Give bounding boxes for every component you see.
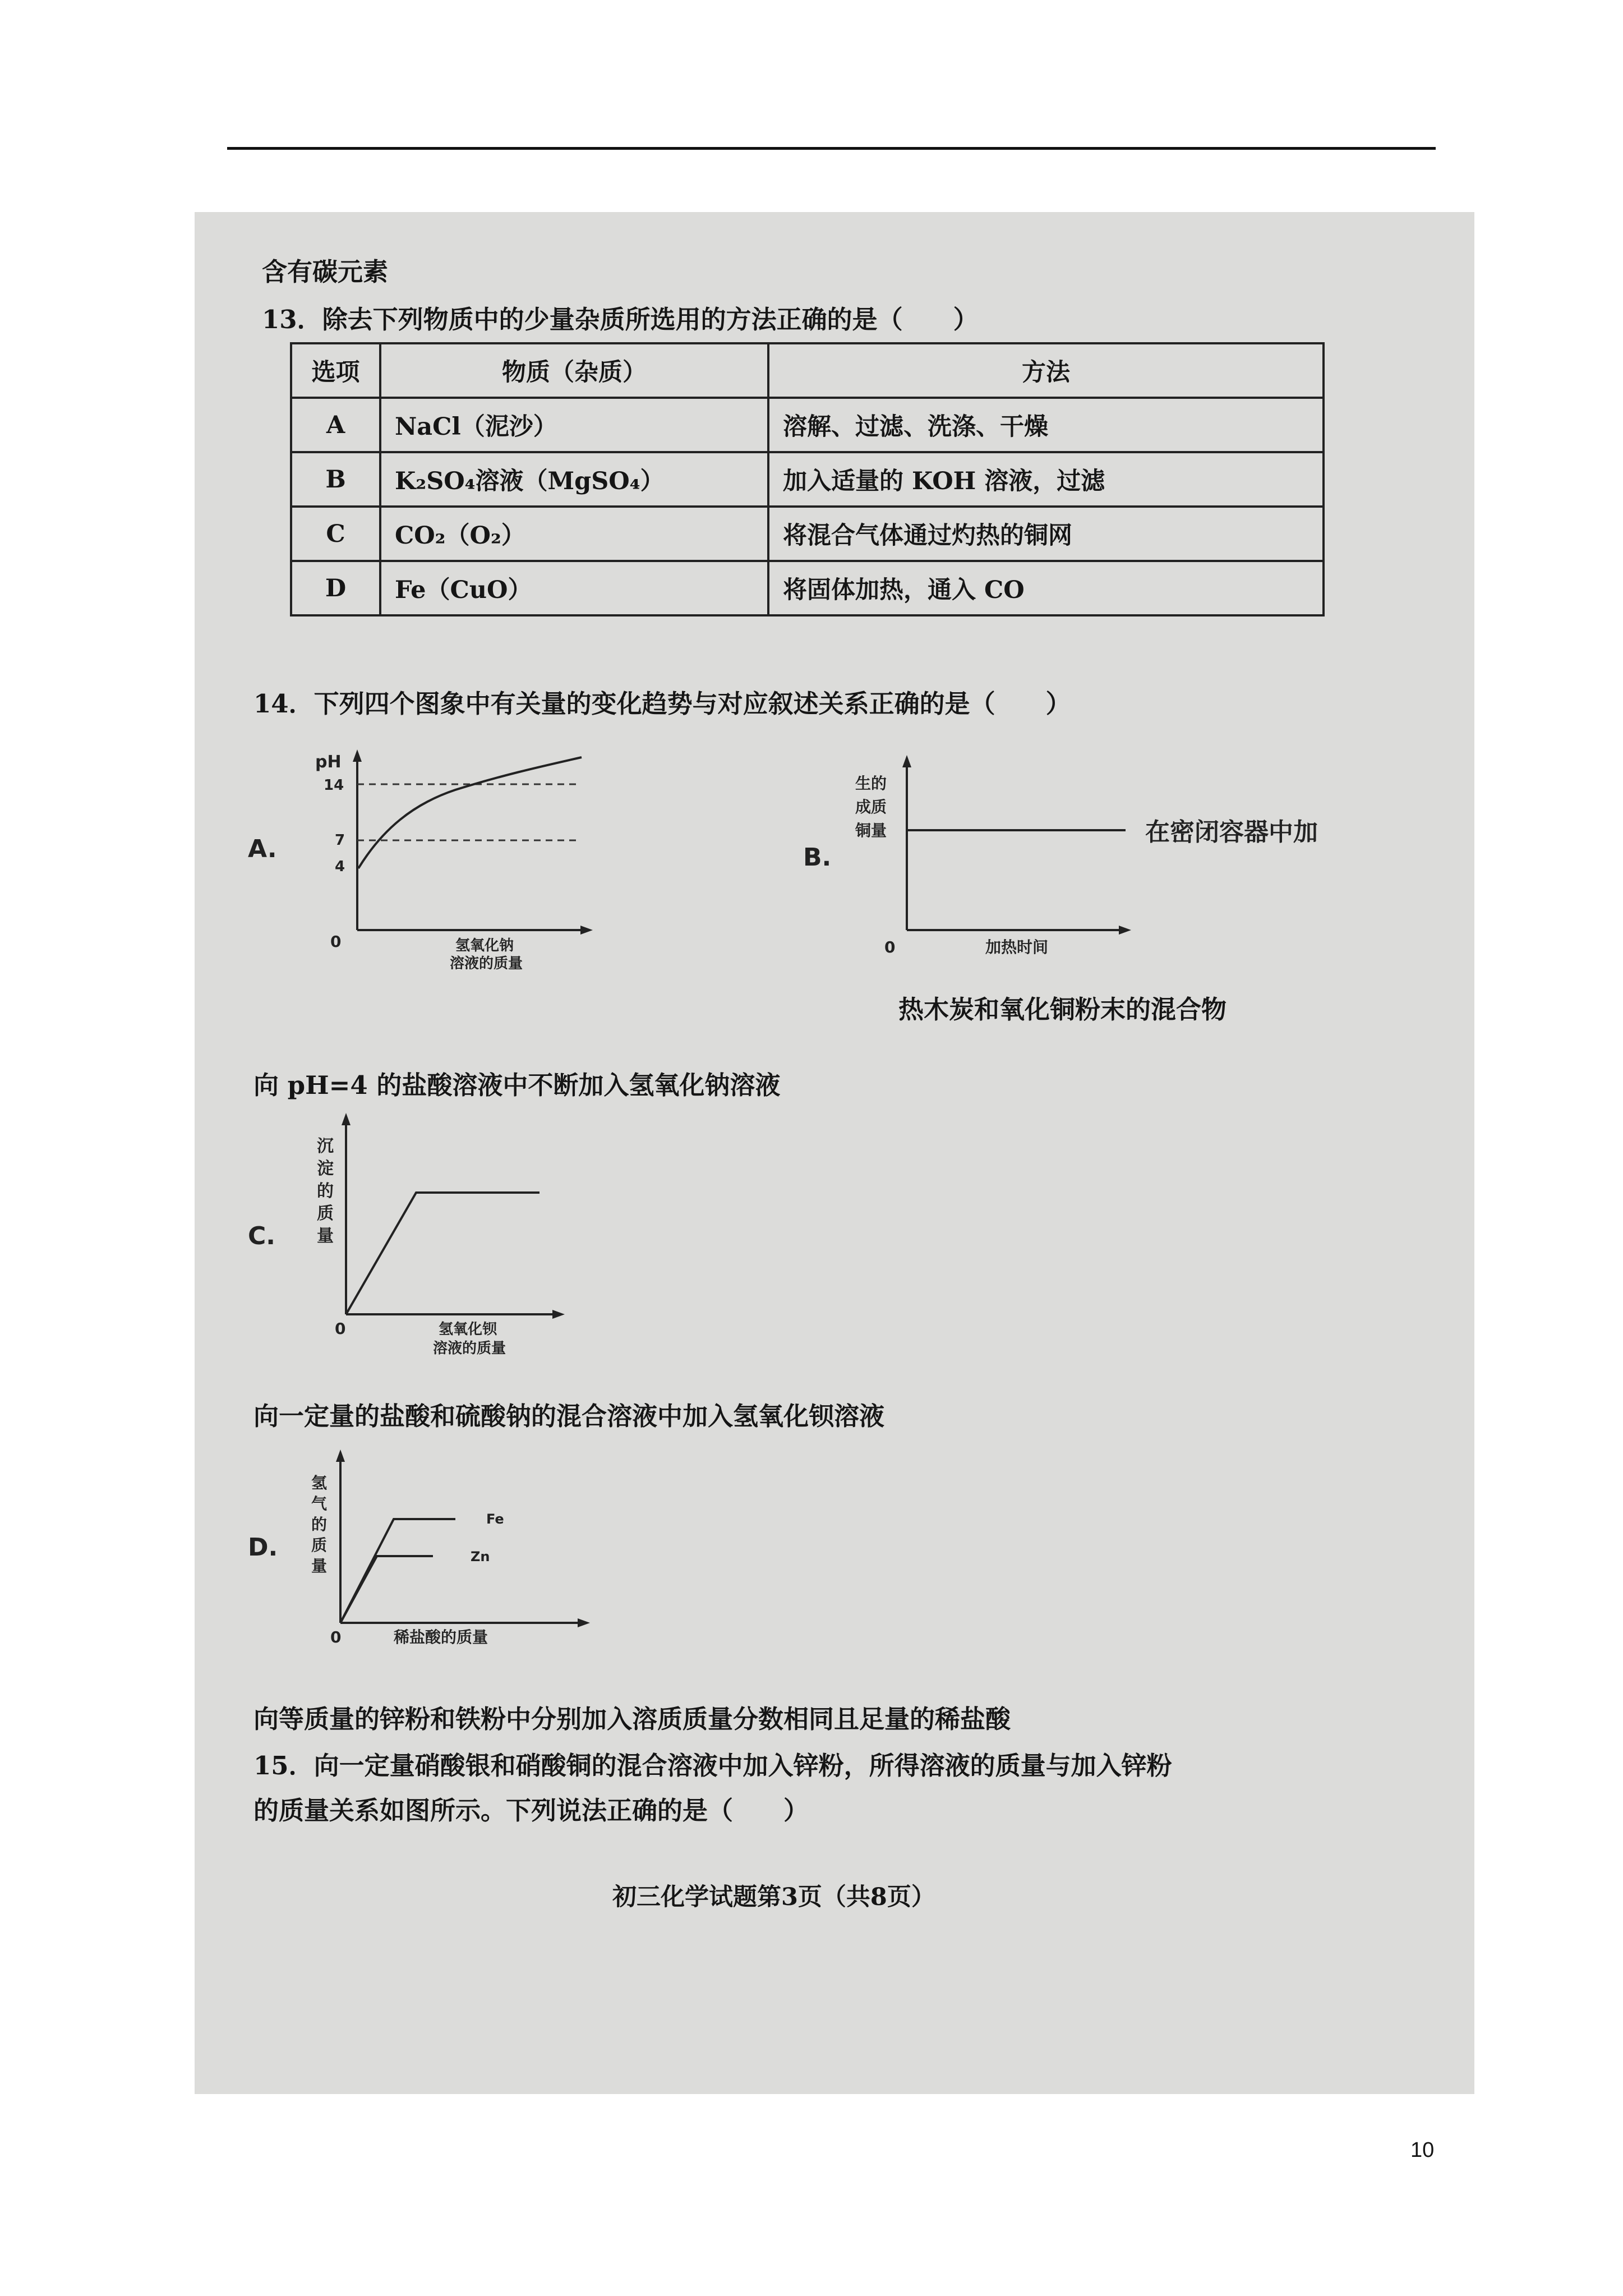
question-15-line-1: 15．向一定量硝酸银和硝酸铜的混合溶液中加入锌粉，所得溶液的质量与加入锌粉 [253, 1751, 1172, 1780]
page-number: 10 [1410, 2138, 1435, 2162]
graph-a-ylabel: pH [315, 752, 342, 772]
header-method: 方法 [768, 343, 1324, 398]
row-option: D [291, 561, 380, 615]
graph-c-ylabel-4: 质 [317, 1204, 334, 1223]
graph-b-label: B. [803, 843, 832, 872]
row-substance: CO₂（O₂） [380, 507, 768, 561]
graph-a-xlabel-2: 溶液的质量 [450, 955, 523, 969]
graph-c-xlabel-1: 氢氧化钡 [439, 1321, 497, 1338]
row-option: A [291, 398, 380, 452]
graph-a-origin: 0 [330, 932, 342, 951]
graph-c-ylabel-2: 淀 [317, 1159, 334, 1179]
row-substance: NaCl（泥沙） [380, 398, 768, 452]
graph-d-zn-label: Zn [471, 1549, 490, 1565]
graph-c-xlabel-2: 溶液的质量 [433, 1340, 506, 1357]
graph-d-ylabel-4: 质 [311, 1536, 328, 1554]
graph-c-ylabel-1: 沉 [317, 1137, 334, 1156]
graph-a-xlabel-1: 氢氧化钠 [455, 937, 514, 954]
question-14-stem: 14．下列四个图象中有关量的变化趋势与对应叙述关系正确的是（ ） [253, 689, 1071, 719]
graph-a-tick-7: 7 [335, 832, 345, 849]
question-13-stem: 13．除去下列物质中的少量杂质所选用的方法正确的是（ ） [262, 305, 979, 334]
graph-d [245, 1441, 638, 1676]
graph-a-tick-14: 14 [324, 777, 344, 794]
graph-a-tick-4: 4 [335, 858, 345, 875]
graph-d-fe-label: Fe [486, 1511, 504, 1527]
q13-options-table [290, 342, 1325, 616]
graph-c-origin: 0 [335, 1319, 346, 1338]
graph-b-ylabel-1: 生的 [855, 774, 887, 793]
scanned-page [195, 212, 1474, 2094]
row-method: 将混合气体通过灼热的铜网 [768, 507, 1324, 561]
graph-d-ylabel-5: 量 [311, 1557, 328, 1575]
page-footer: 初三化学试题第3页（共8页） [612, 1883, 935, 1911]
graph-d-xlabel: 稀盐酸的质量 [394, 1628, 488, 1646]
table-row [291, 561, 1324, 615]
row-method: 将固体加热，通入 CO [768, 561, 1324, 615]
table-row [291, 507, 1324, 561]
intro-fragment: 含有碳元素 [262, 257, 389, 287]
graph-d-ylabel-2: 气 [311, 1494, 328, 1513]
graph-b-ylabel-2: 成质 [855, 798, 887, 816]
header-substance: 物质（杂质） [380, 343, 768, 398]
graph-c-label: C. [248, 1222, 276, 1250]
graph-c [245, 1104, 638, 1368]
graph-c-precipitate-line [346, 1193, 540, 1314]
graph-a-statement: 向 pH=4 的盐酸溶液中不断加入氢氧化钠溶液 [253, 1070, 781, 1100]
header-rule [227, 147, 1436, 150]
graph-a-label: A. [248, 835, 277, 863]
graph-c-ylabel-5: 量 [317, 1226, 334, 1246]
question-15-line-2: 的质量关系如图所示。下列说法正确的是（ ） [253, 1796, 809, 1825]
graph-a-ph-curve [358, 757, 582, 868]
graph-d-label: D. [248, 1533, 278, 1562]
graph-b-origin: 0 [884, 938, 896, 956]
table-row [291, 452, 1324, 507]
row-substance: K₂SO₄溶液（MgSO₄） [380, 452, 768, 507]
graph-c-ylabel-3: 的 [317, 1181, 334, 1201]
graph-d-ylabel-3: 的 [311, 1515, 328, 1534]
graph-b [800, 751, 1462, 975]
row-method: 溶解、过滤、洗涤、干燥 [768, 398, 1324, 452]
graph-d-origin: 0 [330, 1628, 342, 1646]
graph-a [245, 745, 761, 969]
graph-b-xlabel: 加热时间 [985, 938, 1049, 956]
row-substance: Fe（CuO） [380, 561, 768, 615]
graph-d-zn-line [340, 1556, 433, 1623]
table-header-row [291, 343, 1324, 398]
graph-b-statement-2: 热木炭和氧化铜粉末的混合物 [898, 995, 1227, 1024]
graph-c-statement: 向一定量的盐酸和硫酸钠的混合溶液中加入氢氧化钡溶液 [253, 1401, 885, 1431]
graph-d-statement: 向等质量的锌粉和铁粉中分别加入溶质质量分数相同且足量的稀盐酸 [253, 1704, 1011, 1734]
row-method: 加入适量的 KOH 溶液，过滤 [768, 452, 1324, 507]
graph-b-ylabel-3: 铜量 [855, 821, 887, 840]
graph-b-statement-1: 在密闭容器中加 [1145, 818, 1318, 846]
header-option: 选项 [291, 343, 380, 398]
graph-d-fe-line [340, 1519, 455, 1623]
row-option: C [291, 507, 380, 561]
table-row [291, 398, 1324, 452]
graph-d-ylabel-1: 氢 [311, 1474, 328, 1492]
row-option: B [291, 452, 380, 507]
